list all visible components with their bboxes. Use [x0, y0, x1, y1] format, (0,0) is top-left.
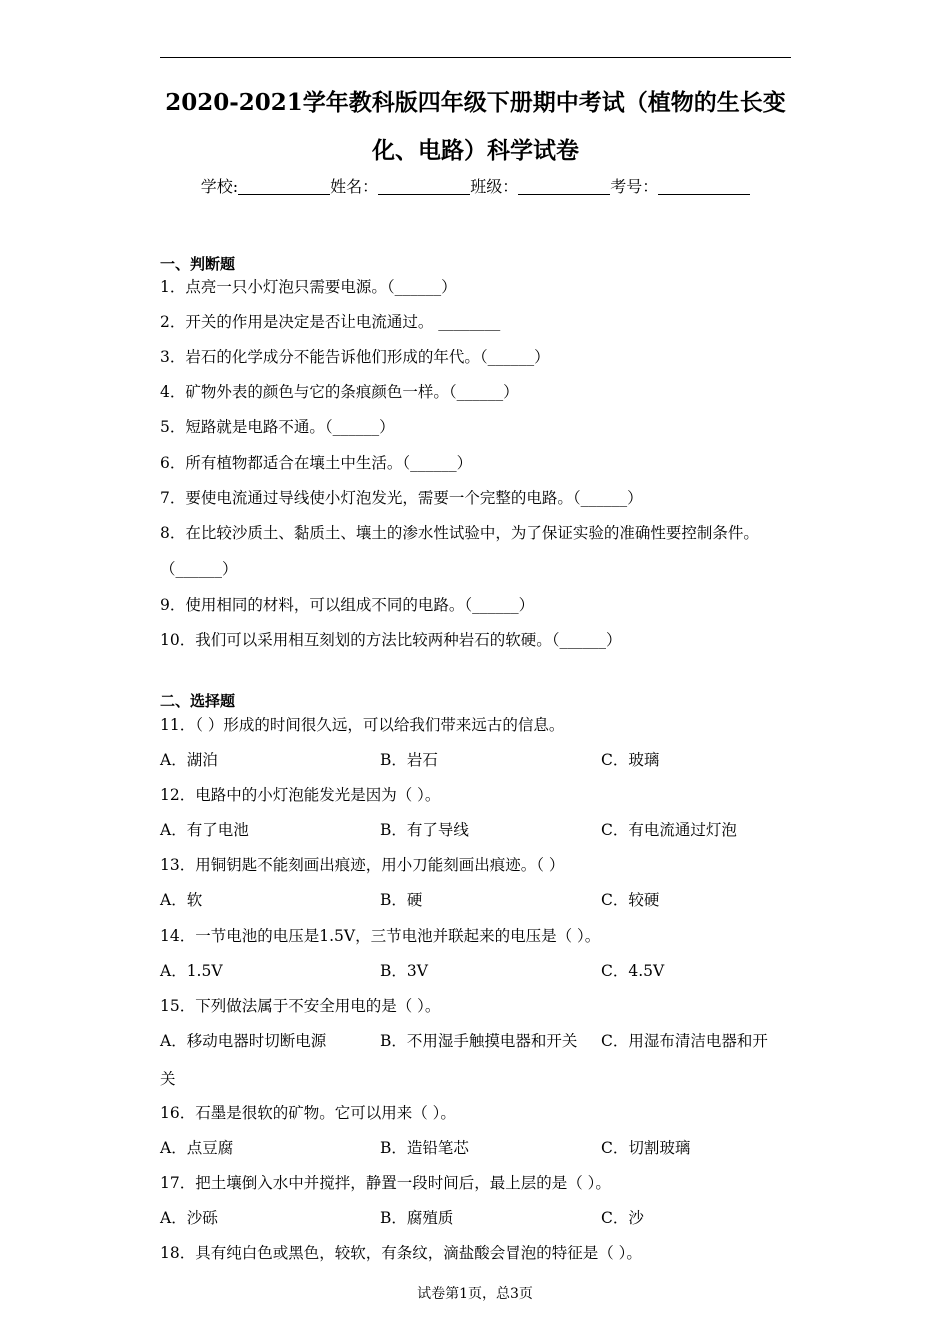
question-15: 15．下列做法属于不安全用电的是（ ）。: [160, 997, 441, 1015]
question-6: 6．所有植物都适合在壤土中生活。（______）: [160, 454, 473, 472]
option-11-c: C．玻璃: [601, 751, 660, 769]
option-11-a: A．湖泊: [160, 751, 218, 769]
section-2-title: 二、选择题: [160, 692, 236, 710]
section-1-title: 一、判断题: [160, 255, 236, 273]
option-16-c: C．切割玻璃: [601, 1139, 691, 1157]
question-12: 12．电路中的小灯泡能发光是因为（ ）。: [160, 786, 441, 804]
option-11-b: B．岩石: [380, 751, 438, 769]
option-15-b: B．不用湿手触摸电器和开关: [380, 1032, 578, 1050]
page-title-line-2: 化、电路）科学试卷: [372, 137, 579, 164]
option-17-a: A．沙砾: [160, 1209, 218, 1227]
option-17-b: B．腐殖质: [380, 1209, 454, 1227]
question-14: 14．一节电池的电压是1.5V，三节电池并联起来的电压是（ ）。: [160, 927, 601, 945]
option-14-c: C．4.5V: [601, 962, 665, 980]
question-9: 9．使用相同的材料，可以组成不同的电路。（______）: [160, 596, 535, 614]
question-3: 3．岩石的化学成分不能告诉他们形成的年代。（______）: [160, 348, 550, 366]
option-16-a: A．点豆腐: [160, 1139, 234, 1157]
option-12-c: C．有电流通过灯泡: [601, 821, 737, 839]
option-13-b: B．硬: [380, 891, 423, 909]
id-label: 考号：: [610, 177, 659, 196]
question-8-answer: （______）: [160, 560, 238, 578]
option-13-c: C．较硬: [601, 891, 660, 909]
question-11: 11．（ ）形成的时间很久远，可以给我们带来远古的信息。: [160, 716, 565, 734]
option-13-a: A．软: [160, 891, 203, 909]
class-blank[interactable]: [518, 178, 610, 195]
question-4: 4．矿物外表的颜色与它的条痕颜色一样。（______）: [160, 383, 519, 401]
question-8: 8．在比较沙质土、黏质土、壤土的渗水性试验中，为了保证实验的准确性要控制条件。: [160, 524, 759, 542]
question-13: 13．用铜钥匙不能刻画出痕迹，用小刀能刻画出痕迹。（ ）: [160, 856, 565, 874]
option-15-c: C．用湿布清洁电器和开: [601, 1032, 768, 1050]
school-label: 学校:: [200, 177, 239, 196]
name-label: 姓名：: [330, 177, 379, 196]
page-title-line-1: 2020-2021学年教科版四年级下册期中考试（植物的生长变: [165, 89, 786, 116]
question-10: 10．我们可以采用相互刻划的方法比较两种岩石的软硬。（______）: [160, 631, 622, 649]
top-rule: [160, 57, 791, 58]
question-18: 18．具有纯白色或黑色，较软，有条纹，滴盐酸会冒泡的特征是（ ）。: [160, 1244, 642, 1262]
option-14-b: B．3V: [380, 962, 428, 980]
id-blank[interactable]: [658, 178, 750, 195]
option-15-a: A．移动电器时切断电源: [160, 1032, 327, 1050]
option-12-b: B．有了导线: [380, 821, 469, 839]
school-blank[interactable]: [238, 178, 330, 195]
option-12-a: A．有了电池: [160, 821, 249, 839]
option-15-c-continued: 关: [160, 1070, 176, 1088]
class-label: 班级：: [470, 177, 519, 196]
question-5: 5．短路就是电路不通。（______）: [160, 418, 395, 436]
question-17: 17．把土壤倒入水中并搅拌，静置一段时间后，最上层的是（ ）。: [160, 1174, 611, 1192]
name-blank[interactable]: [378, 178, 470, 195]
question-1: 1．点亮一只小灯泡只需要电源。（______）: [160, 278, 457, 296]
option-17-c: C．沙: [601, 1209, 644, 1227]
option-14-a: A．1.5V: [160, 962, 223, 980]
question-7: 7．要使电流通过导线使小灯泡发光，需要一个完整的电路。（______）: [160, 489, 643, 507]
question-2: 2．开关的作用是决定是否让电流通过。 ________: [160, 313, 501, 331]
question-16: 16．石墨是很软的矿物。它可以用来（ ）。: [160, 1104, 456, 1122]
option-16-b: B．造铅笔芯: [380, 1139, 469, 1157]
student-info-row: [160, 176, 791, 198]
page-footer: 试卷第1页，总3页: [417, 1286, 533, 1302]
